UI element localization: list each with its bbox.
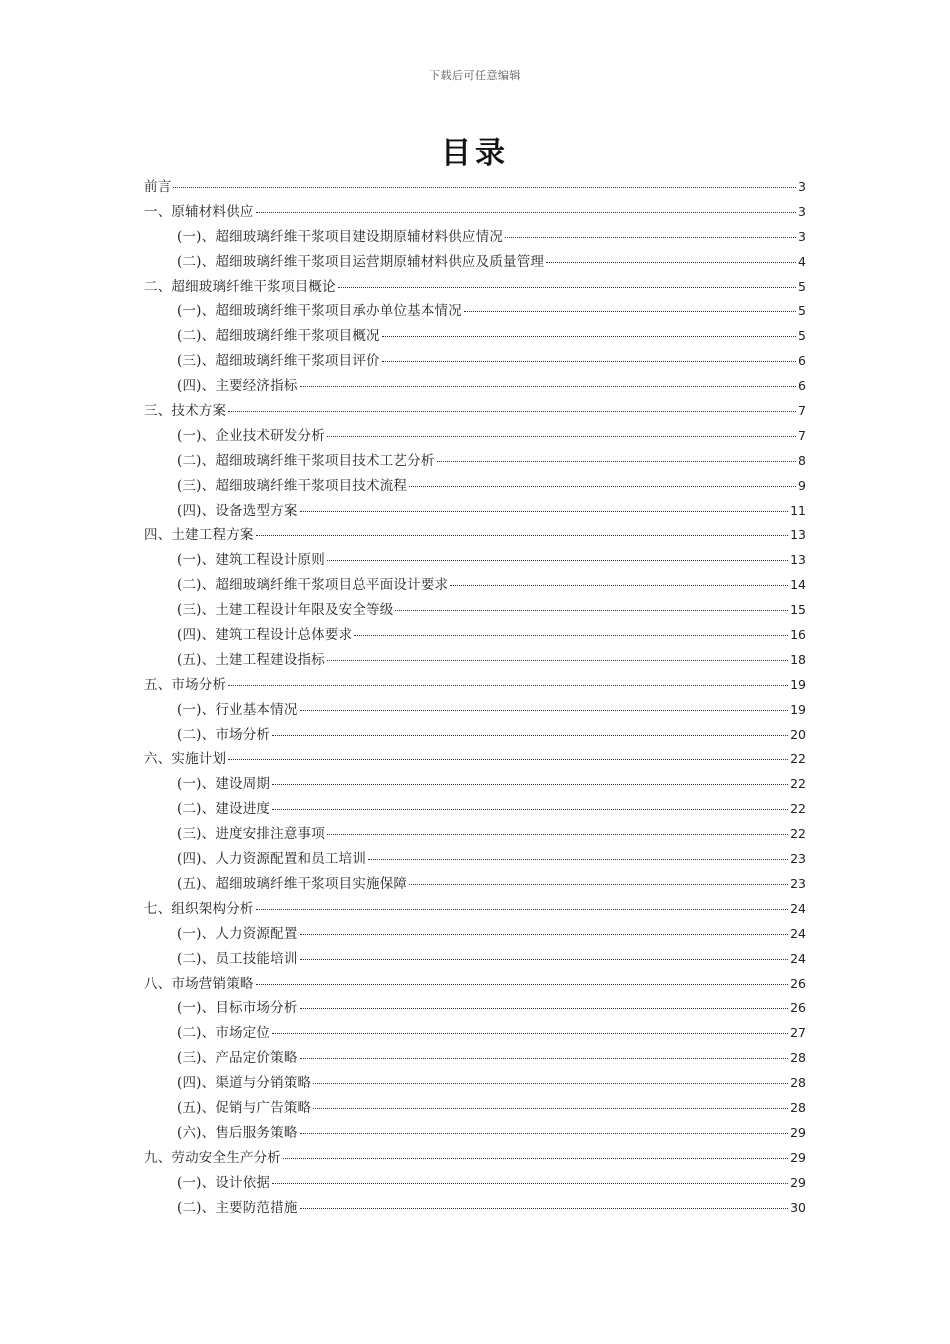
toc-entry-page-number: 30: [790, 1199, 806, 1215]
toc-entry-label: (三)、土建工程设计年限及安全等级: [177, 602, 394, 619]
toc-entry-label: (一)、超细玻璃纤维干浆项目建设期原辅材料供应情况: [177, 228, 504, 245]
toc-entry-page-number: 19: [790, 701, 806, 717]
toc-entry-page-number: 6: [798, 378, 806, 394]
toc-entry[interactable]: [144, 250, 806, 275]
toc-entry-page-number: 22: [790, 776, 806, 792]
toc-entry-label: (五)、土建工程建设指标: [177, 651, 325, 668]
toc-entry-label: (一)、建设周期: [177, 776, 271, 793]
toc-entry[interactable]: [144, 399, 806, 424]
toc-dot-leader: [300, 959, 789, 960]
toc-entry-label: 三、技术方案: [144, 403, 227, 420]
toc-entry-page-number: 24: [790, 900, 806, 916]
toc-entry-label: (一)、建筑工程设计原则: [177, 552, 325, 569]
toc-entry[interactable]: [144, 797, 806, 822]
toc-dot-leader: [256, 535, 788, 536]
toc-entry[interactable]: [144, 772, 806, 797]
toc-entry-label: (二)、超细玻璃纤维干浆项目概况: [177, 328, 380, 345]
toc-entry-label: (一)、行业基本情况: [177, 701, 298, 718]
toc-entry-page-number: 24: [790, 950, 806, 966]
toc-entry-label: 四、土建工程方案: [144, 527, 254, 544]
toc-entry-page-number: 3: [798, 228, 806, 244]
toc-entry-page-number: 18: [790, 651, 806, 667]
toc-entry-page-number: 20: [790, 726, 806, 742]
toc-dot-leader: [327, 436, 796, 437]
toc-entry[interactable]: [144, 747, 806, 772]
toc-entry-label: (四)、设备选型方案: [177, 502, 298, 519]
toc-dot-leader: [300, 1008, 789, 1009]
toc-entry-label: (三)、产品定价策略: [177, 1050, 298, 1067]
toc-entry[interactable]: [144, 474, 806, 499]
toc-dot-leader: [313, 1108, 788, 1109]
toc-entry-label: (三)、超细玻璃纤维干浆项目技术流程: [177, 477, 408, 494]
toc-entry-page-number: 7: [798, 427, 806, 443]
toc-entry-label: (一)、设计依据: [177, 1174, 271, 1191]
toc-entry-page-number: 23: [790, 851, 806, 867]
toc-entry-label: (一)、人力资源配置: [177, 925, 298, 942]
toc-entry[interactable]: [144, 847, 806, 872]
toc-entry-label: 七、组织架构分析: [144, 900, 254, 917]
toc-dot-leader: [327, 660, 788, 661]
toc-entry[interactable]: [144, 1196, 806, 1221]
toc-entry[interactable]: [144, 275, 806, 300]
toc-entry[interactable]: [144, 1021, 806, 1046]
toc-dot-leader: [272, 784, 788, 785]
toc-dot-leader: [272, 735, 788, 736]
toc-entry-label: 二、超细玻璃纤维干浆项目概论: [144, 278, 336, 295]
toc-dot-leader: [300, 934, 789, 935]
toc-entry[interactable]: [144, 349, 806, 374]
toc-entry-page-number: 27: [790, 1025, 806, 1041]
toc-dot-leader: [300, 1058, 789, 1059]
toc-dot-leader: [272, 1183, 788, 1184]
toc-entry-label: (四)、渠道与分销策略: [177, 1075, 312, 1092]
toc-entry-label: (二)、市场定位: [177, 1025, 271, 1042]
toc-entry-page-number: 4: [798, 253, 806, 269]
toc-entry-label: (二)、主要防范措施: [177, 1199, 298, 1216]
toc-dot-leader: [283, 1158, 788, 1159]
toc-dot-leader: [228, 759, 788, 760]
toc-dot-leader: [173, 187, 796, 188]
toc-entry-label: (六)、售后服务策略: [177, 1124, 298, 1141]
toc-entry-page-number: 3: [798, 179, 806, 194]
toc-entry-label: 八、市场营销策略: [144, 975, 254, 992]
toc-dot-leader: [327, 560, 788, 561]
toc-entry-page-number: 28: [790, 1099, 806, 1115]
toc-entry-page-number: 29: [790, 1149, 806, 1165]
toc-entry[interactable]: [144, 548, 806, 573]
toc-entry[interactable]: [144, 225, 806, 250]
toc-entry[interactable]: [144, 299, 806, 324]
toc-dot-leader: [228, 411, 796, 412]
toc-entry-label: (四)、主要经济指标: [177, 378, 298, 395]
toc-entry[interactable]: [144, 1046, 806, 1071]
toc-dot-leader: [228, 685, 788, 686]
toc-dot-leader: [368, 859, 788, 860]
toc-entry[interactable]: [144, 897, 806, 922]
toc-entry[interactable]: [144, 996, 806, 1021]
toc-entry-label: 六、实施计划: [144, 751, 227, 768]
toc-dot-leader: [300, 1133, 789, 1134]
toc-dot-leader: [338, 287, 796, 288]
toc-entry-page-number: 26: [790, 975, 806, 991]
toc-entry[interactable]: [144, 523, 806, 548]
table-of-contents: [144, 175, 806, 1220]
toc-dot-leader: [382, 336, 796, 337]
toc-entry-page-number: 19: [790, 676, 806, 692]
toc-entry[interactable]: [144, 1071, 806, 1096]
toc-entry[interactable]: [144, 499, 806, 524]
toc-entry[interactable]: [144, 1171, 806, 1196]
toc-entry[interactable]: [144, 723, 806, 748]
toc-entry-page-number: 28: [790, 1075, 806, 1091]
toc-entry-label: (二)、超细玻璃纤维干浆项目总平面设计要求: [177, 577, 449, 594]
toc-entry-page-number: 24: [790, 925, 806, 941]
toc-dot-leader: [256, 909, 788, 910]
toc-dot-leader: [354, 635, 788, 636]
toc-entry-page-number: 23: [790, 875, 806, 891]
toc-entry-page-number: 29: [790, 1174, 806, 1190]
toc-entry-page-number: 16: [790, 627, 806, 643]
toc-entry-page-number: 7: [798, 403, 806, 419]
toc-entry[interactable]: [144, 623, 806, 648]
toc-entry-label: (一)、目标市场分析: [177, 1000, 298, 1017]
toc-entry-page-number: 29: [790, 1124, 806, 1140]
toc-dot-leader: [256, 984, 788, 985]
toc-entry[interactable]: [144, 698, 806, 723]
toc-entry-label: (二)、超细玻璃纤维干浆项目技术工艺分析: [177, 452, 435, 469]
toc-entry-label: (四)、人力资源配置和员工培训: [177, 851, 367, 868]
toc-entry-page-number: 13: [790, 527, 806, 543]
toc-entry[interactable]: [144, 175, 806, 200]
toc-entry-label: (五)、促销与广告策略: [177, 1099, 312, 1116]
toc-entry[interactable]: [144, 374, 806, 399]
toc-entry-label: (一)、企业技术研发分析: [177, 427, 325, 444]
toc-dot-leader: [464, 311, 796, 312]
toc-entry[interactable]: [144, 1146, 806, 1171]
toc-entry[interactable]: [144, 324, 806, 349]
toc-entry-page-number: 3: [798, 203, 806, 219]
toc-entry-page-number: 11: [790, 502, 806, 518]
toc-entry-label: (二)、员工技能培训: [177, 950, 298, 967]
toc-entry-page-number: 22: [790, 751, 806, 767]
toc-entry-page-number: 6: [798, 353, 806, 369]
toc-entry[interactable]: [144, 872, 806, 897]
toc-entry-label: 一、原辅材料供应: [144, 203, 254, 220]
toc-entry-label: (二)、建设进度: [177, 801, 271, 818]
toc-entry-label: (四)、建筑工程设计总体要求: [177, 627, 353, 644]
toc-entry[interactable]: [144, 922, 806, 947]
toc-entry[interactable]: [144, 972, 806, 997]
toc-dot-leader: [546, 262, 796, 263]
toc-entry-page-number: 28: [790, 1050, 806, 1066]
toc-dot-leader: [300, 710, 789, 711]
toc-entry[interactable]: [144, 424, 806, 449]
toc-entry[interactable]: [144, 598, 806, 623]
toc-dot-leader: [409, 486, 796, 487]
toc-dot-leader: [505, 237, 796, 238]
toc-dot-leader: [300, 511, 789, 512]
toc-dot-leader: [450, 585, 788, 586]
toc-dot-leader: [300, 1208, 789, 1209]
toc-dot-leader: [256, 212, 796, 213]
toc-entry-page-number: 5: [798, 303, 806, 319]
toc-entry-label: (五)、超细玻璃纤维干浆项目实施保障: [177, 875, 408, 892]
toc-entry-label: (二)、超细玻璃纤维干浆项目运营期原辅材料供应及质量管理: [177, 253, 545, 270]
toc-entry-label: 九、劳动安全生产分析: [144, 1149, 281, 1166]
toc-entry-label: (三)、超细玻璃纤维干浆项目评价: [177, 353, 380, 370]
toc-entry-label: (二)、市场分析: [177, 726, 271, 743]
toc-entry[interactable]: [144, 1121, 806, 1146]
toc-dot-leader: [409, 884, 788, 885]
toc-dot-leader: [437, 461, 797, 462]
toc-entry[interactable]: [144, 200, 806, 225]
toc-entry-page-number: 5: [798, 328, 806, 344]
toc-dot-leader: [382, 361, 796, 362]
toc-entry-label: (一)、超细玻璃纤维干浆项目承办单位基本情况: [177, 303, 462, 320]
toc-entry-page-number: 8: [798, 452, 806, 468]
toc-entry[interactable]: [144, 1096, 806, 1121]
toc-dot-leader: [327, 834, 788, 835]
toc-entry[interactable]: [144, 573, 806, 598]
toc-dot-leader: [313, 1083, 788, 1084]
toc-dot-leader: [300, 386, 797, 387]
toc-dot-leader: [272, 1033, 788, 1034]
toc-entry-label: 五、市场分析: [144, 676, 227, 693]
toc-entry-page-number: 26: [790, 1000, 806, 1016]
toc-entry-label: 前言: [144, 179, 172, 195]
toc-entry[interactable]: [144, 449, 806, 474]
toc-entry-page-number: 13: [790, 552, 806, 568]
toc-entry-page-number: 22: [790, 801, 806, 817]
toc-dot-leader: [272, 809, 788, 810]
toc-entry[interactable]: [144, 947, 806, 972]
toc-entry-page-number: 15: [790, 602, 806, 618]
toc-entry-page-number: 22: [790, 826, 806, 842]
toc-entry[interactable]: [144, 822, 806, 847]
toc-entry[interactable]: [144, 673, 806, 698]
toc-entry-page-number: 5: [798, 278, 806, 294]
toc-entry-page-number: 14: [790, 577, 806, 593]
toc-entry-label: (三)、进度安排注意事项: [177, 826, 325, 843]
header-note: 下载后可任意编辑: [429, 69, 521, 82]
toc-dot-leader: [395, 610, 788, 611]
toc-entry[interactable]: [144, 648, 806, 673]
document-title: 目录: [441, 136, 509, 171]
toc-entry-page-number: 9: [798, 477, 806, 493]
